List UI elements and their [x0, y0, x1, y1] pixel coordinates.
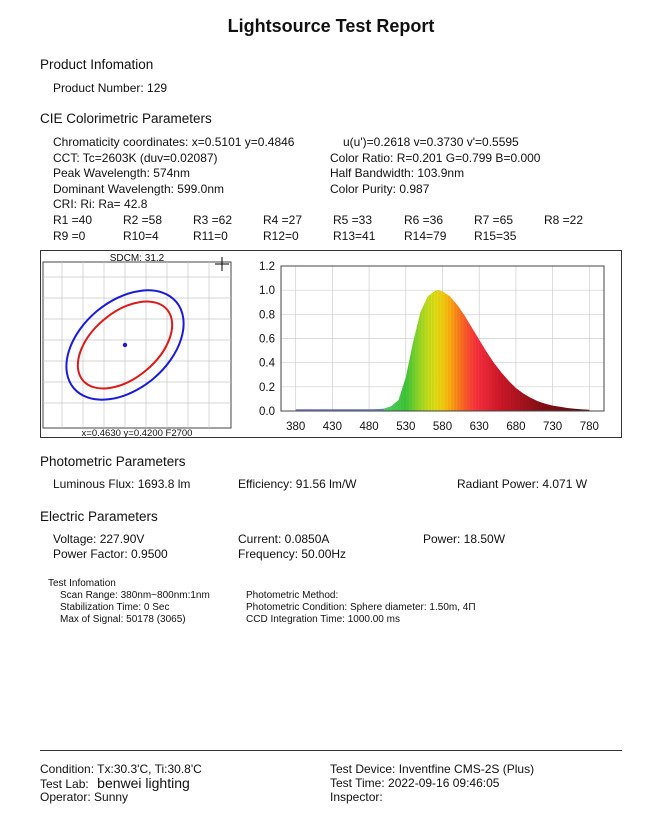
x-tick-label: 730	[543, 421, 563, 433]
chart-frame	[40, 250, 622, 438]
ri-value: R10=4	[123, 229, 159, 243]
power-factor: Power Factor: 0.9500	[53, 547, 168, 561]
cie-heading: CIE Colorimetric Parameters	[40, 111, 212, 126]
sdcm-label: SDCM: 31.2	[109, 253, 165, 264]
ri-value: R3 =62	[193, 213, 233, 227]
sdcm-panel	[43, 253, 231, 437]
chromaticity-coordinates: Chromaticity coordinates: x=0.5101 y=0.4846	[53, 135, 295, 149]
test-lab-label: Test Lab:	[40, 777, 89, 791]
test-info-heading: Test Infomation	[48, 578, 116, 589]
test-lab-name: benwei lighting	[97, 775, 190, 791]
ri-value: R9 =0	[53, 229, 86, 243]
report-title: Lightsource Test Report	[227, 16, 435, 36]
spectrum-chart	[259, 261, 604, 433]
photometric-condition: Photometric Condition: Sphere diameter: 1.50m, 4Π	[246, 602, 476, 613]
y-tick-label: 0.2	[259, 381, 275, 394]
color-ratio: Color Ratio: R=0.201 G=0.799 B=0.000	[330, 151, 541, 165]
x-tick-label: 530	[396, 421, 416, 433]
dominant-wavelength: Dominant Wavelength: 599.0nm	[53, 182, 224, 196]
frequency: Frequency: 50.00Hz	[238, 547, 347, 561]
cct-value: CCT: Tc=2603K (duv=0.02087)	[53, 151, 218, 165]
photometric-method: Photometric Method:	[246, 590, 339, 601]
y-tick-label: 0.0	[259, 406, 275, 418]
voltage: Voltage: 227.90V	[53, 532, 145, 546]
x-tick-label: 580	[432, 421, 453, 433]
uv-coordinates: u(u')=0.2618 v=0.3730 v'=0.5595	[343, 135, 519, 149]
ri-value: R12=0	[263, 229, 299, 243]
y-tick-label: 1.2	[259, 261, 275, 273]
half-bandwidth: Half Bandwidth: 103.9nm	[330, 166, 465, 180]
efficiency: Efficiency: 91.56 lm/W	[238, 477, 357, 491]
x-tick-label: 430	[322, 421, 342, 433]
product-heading: Product Infomation	[40, 57, 154, 72]
radiant-power: Radiant Power: 4.071 W	[457, 477, 588, 491]
max-signal: Max of Signal: 50178 (3065)	[60, 614, 186, 625]
y-tick-label: 0.8	[259, 309, 275, 322]
ri-value: R7 =65	[474, 213, 514, 227]
x-tick-label: 630	[469, 421, 489, 433]
sdcm-center-dot	[123, 343, 127, 347]
x-tick-label: 680	[506, 421, 526, 433]
test-condition: Condition: Tx:30.3'C, Ti:30.8'C	[40, 762, 202, 776]
color-purity: Color Purity: 0.987	[330, 182, 430, 196]
x-tick-label: 380	[286, 421, 306, 433]
footer-divider	[40, 750, 622, 751]
y-tick-label: 0.4	[259, 357, 275, 370]
inspector: Inspector:	[330, 790, 383, 804]
product-number: Product Number: 129	[53, 81, 168, 95]
peak-wavelength: Peak Wavelength: 574nm	[53, 166, 190, 180]
ri-value: R4 =27	[263, 213, 303, 227]
current: Current: 0.0850A	[238, 532, 330, 546]
ri-value: R14=79	[404, 229, 447, 243]
sdcm-reference: x=0.4630 y=0.4200 F2700	[81, 428, 193, 437]
power: Power: 18.50W	[423, 532, 506, 546]
ri-value: R2 =58	[123, 213, 163, 227]
operator: Operator: Sunny	[40, 790, 129, 804]
cri-ra: CRI: Ri: Ra= 42.8	[53, 197, 148, 211]
ri-value: R5 =33	[333, 213, 373, 227]
scan-range: Scan Range: 380nm~800nm:1nm	[60, 590, 210, 601]
electric-heading: Electric Parameters	[40, 509, 158, 524]
luminous-flux: Luminous Flux: 1693.8 lm	[53, 477, 191, 491]
x-tick-label: 780	[579, 421, 599, 433]
ri-value: R1 =40	[53, 213, 93, 227]
test-device: Test Device: Inventfine CMS-2S (Plus)	[330, 762, 535, 776]
y-tick-label: 0.6	[259, 333, 275, 346]
ri-value: R11=0	[193, 229, 228, 243]
photometric-heading: Photometric Parameters	[40, 454, 186, 469]
test-time: Test Time: 2022-09-16 09:46:05	[330, 776, 500, 790]
x-tick-label: 480	[359, 421, 379, 433]
stabilization-time: Stabilization Time: 0 Sec	[60, 602, 170, 613]
ri-value: R6 =36	[404, 213, 444, 227]
ri-value: R8 =22	[544, 213, 584, 227]
charts-svg	[41, 251, 621, 437]
ri-value: R15=35	[474, 229, 517, 243]
y-tick-label: 1.0	[259, 285, 275, 298]
ccd-integration-time: CCD Integration Time: 1000.00 ms	[246, 614, 400, 625]
ri-value: R13=41	[333, 229, 376, 243]
